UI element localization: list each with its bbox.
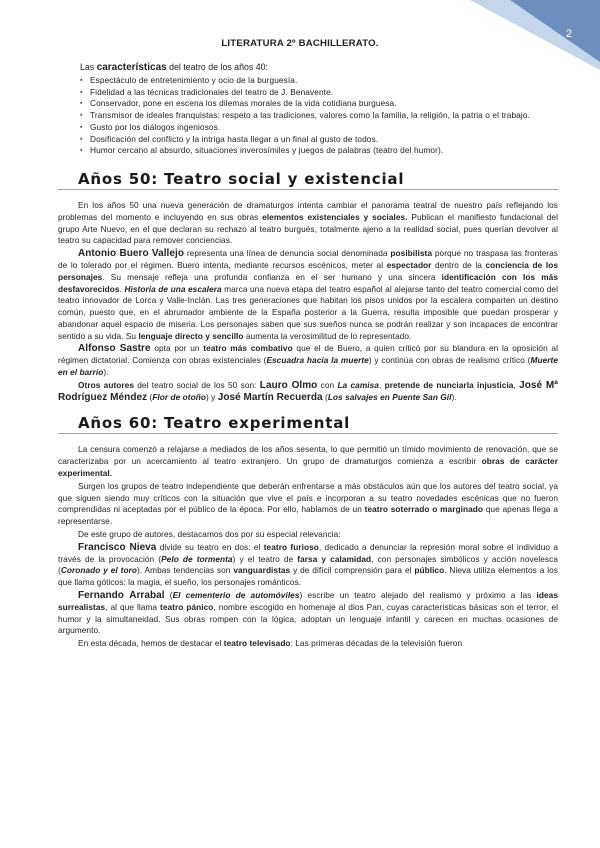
heading-text: Años 50: Teatro social y existencial [78, 169, 405, 188]
list-item: ▪ Fidelidad a las técnicas tradicionales del teatro de J. Benavente. [80, 87, 558, 99]
section-50s [58, 200, 558, 404]
paragraph: De este grupo de autores, destacamos dos por su especial relevancia: [78, 529, 341, 540]
paragraph: Antonio Buero Vallejo representa una línea de denuncia social denominada posibilista porque no traspasa las fronteras de lo tolerado por el régimen. Buero intenta, mediante recursos escénicos, meter al espectador dentro de la conciencia de los personajes. Su mensaje refleja una profunda confianza en el ser humano y una sincera identificación con los más desfavorecidos. Historia de una escalera marca una nueva etapa del teatro español al alejarse tanto del teatro comercial como del teatro innovador de Lorca y Valle-Inclán. Las tres generaciones que habitan los pisos unidos por la escalera comparten un destino común, puesto que, en el abrumador ambiente de la España posterior a la Guerra, resulta imposible que puedan prosperar y abandonar aquel espacio de miseria. Los personajes saben que sus sueños nunca se podrán realizar y son incapaces de encontrar sentido a su vida. Su lenguaje directo y sencillo aumenta la verosimilitud de lo representado. [58, 248, 558, 341]
author-name: Francisco Nieva [78, 541, 157, 553]
paragraph: En los años 50 una nueva generación de dramaturgos intenta cambiar el panorama teatral de nuestro país reflejando los problemas del momento e incluyendo en sus obras elementos existenciales y sociales. Publican el manifiesto fundacional del grupo Arte Nuevo, en el que declaran su rechazo al teatro burgués, totalmente ajeno a la realidad social, pues querían devolver al teatro su capacidad para remover conciencias. [58, 199, 558, 246]
section-heading-50s [58, 170, 558, 188]
list-item: ▪ Conservador, pone en escena los dilemas morales de la vida cotidiana burguesa. [80, 98, 558, 110]
paragraph: En esta década, hemos de destacar el teatro televisado: Las primeras décadas de la televisión fueron [78, 638, 463, 649]
intro-line [80, 62, 558, 73]
author-name: Antonio Buero Vallejo [78, 248, 184, 260]
section-heading-60s [58, 414, 558, 432]
corner-decoration [470, 0, 600, 70]
intro-rest: del teatro de los años 40: [166, 62, 268, 72]
list-item: ▪ Gusto por los diálogos ingeniosos. [80, 122, 558, 134]
paragraph: La censura comenzó a relajarse a mediados de los años sesenta, lo que permitió un tímido movimiento de renovación, que se caracterizaba por un acercamiento al teatro extranjero. Un grupo de dramaturgos comienza a escribir obras de carácter experimental. [58, 444, 558, 479]
heading-text: Años 60: Teatro experimental [78, 414, 351, 433]
paragraph: Otros autores del teatro social de los 50 son: Lauro Olmo con La camisa, pretende de nunciarla injusticia, José Mª Rodríguez Méndez (Flor de otoño) y José Martín Recuerda (Los salvajes en Puente San Gil). [58, 379, 558, 403]
list-item: ▪ Transmisor de ideales franquistas: respeto a las tradiciones, valores como la familia, la religión, la patria o el trabajo. [80, 110, 558, 122]
list-item: ▪ Dosificación del conflicto y la intriga hasta llegar a un final al gusto de todos. [80, 134, 558, 146]
list-item: ▪ Espectáculo de entretenimiento y ocio de la burguesía. [80, 75, 558, 87]
intro-prefix: Las [80, 62, 97, 72]
page-number: 2 [565, 28, 572, 40]
paragraph: Surgen los grupos de teatro independiente que deberán enfrentarse a más obstáculos aún que los autores del teatro social, ya que siguen siendo muy críticos con la situación que vive el país e incorporan a su teatro novedades escénicas que no fueron comprendidas ni aceptadas por el público de la época. Por ello, hablamos de un teatro soterrado o marginado que apenas llega a representarse. [58, 480, 558, 527]
document-body [58, 62, 558, 650]
author-name: Fernando Arrabal [78, 590, 165, 602]
author-name: Alfonso Sastre [78, 343, 151, 355]
section-60s [58, 444, 558, 650]
paragraph: Alfonso Sastre opta por un teatro más combativo que el de Buero, a quien criticó por su blandura en la oposición al régimen dictatorial. Comienza con obras existenciales (Escuadra hacia la muerte) y continúa con obras de realismo crítico (Muerte en el barrio). [58, 343, 558, 378]
features-list [80, 75, 558, 157]
intro-keyword: características [96, 62, 167, 73]
paragraph: Francisco Nieva divide su teatro en dos: el teatro furioso, dedicado a denunciar la represión moral sobre el individuo a través de la provocación (Pelo de tormenta) y el teatro de farsa y calamidad, con personajes simbólicos y acción novelesca (Coronado y el toro). Ambas tendencias son vanguardistas y de difícil comprensión para el público. Nieva utiliza elementos a los que llama góticos: la magia, el sueño, los personajes románticos. [58, 541, 558, 588]
heading-underline [58, 189, 558, 190]
heading-underline [58, 433, 558, 434]
paragraph: Fernando Arrabal (El cementerio de automóviles) escribe un teatro alejado del realismo y próximo a las ideas surrealistas, al que llama teatro pánico, nombre escogido en homenaje al dios Pan, cuyas características básicas son el terror, el humor y la simultaneidad. Sus obras rompen con la lógica, adoptan un lenguaje infantil y carecen en muchas ocasiones de argumento. [58, 590, 558, 636]
list-item: ▪ Humor cercano al absurdo, situaciones inverosímiles y juegos de palabras (teatro del humor). [80, 145, 558, 157]
page-header: LITERATURA 2º BACHILLERATO. [221, 38, 379, 49]
